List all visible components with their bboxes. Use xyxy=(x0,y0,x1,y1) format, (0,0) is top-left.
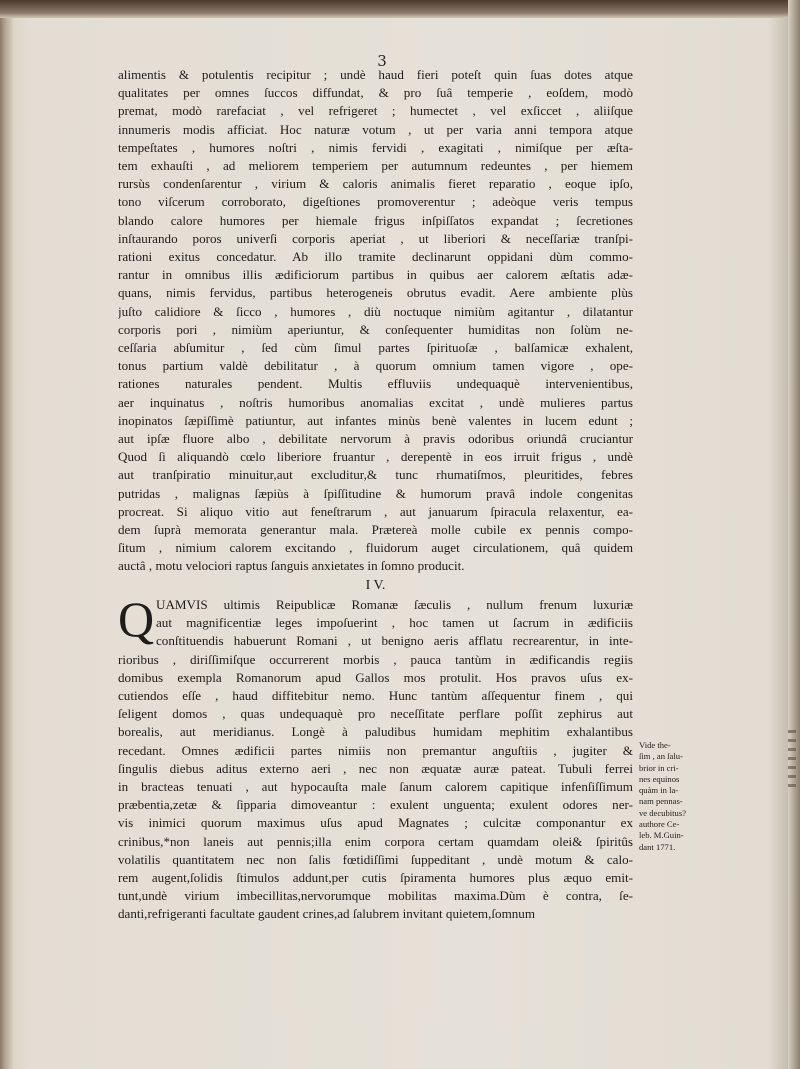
text-line: borealis, aut meridianus. Longè à paludibus humidam mephitim exhalantibus xyxy=(118,724,633,740)
text-line: tem exhauſti , ad meliorem temperiem per autumnum redeuntes , per hiemem xyxy=(118,158,633,174)
text-line: ceſſaria abſumitur , ſed cùm ſimul partes ſpirituoſæ , balſamicæ exhalent, xyxy=(118,340,633,356)
margin-note-line: quàm in la- xyxy=(639,785,679,796)
margin-note-line: nes equinos xyxy=(639,773,680,784)
drop-cap: Q xyxy=(118,590,155,647)
text-line: danti,refrigeranti facultate gaudent crines,ad ſalubrem invitant quietem,ſomnum xyxy=(118,906,536,922)
text-line: blando calore humores per hiemale frigus inſpiſſatos expandat ; ſecretiones xyxy=(118,212,633,228)
margin-note-line: leb. M.Guin- xyxy=(639,830,684,841)
text-line: volatilis quantitatem nec non ſalis fœtidiſſimi ſuppeditant , undè motum & calo- xyxy=(118,851,633,867)
text-line: procreat. Si aliquo vitio aut feneſtrarum , aut januarum ſpiracula relaxentur, ea- xyxy=(118,503,633,519)
text-line: alimentis & potulentis recipitur ; undè haud fieri poteſt quin ſuas dotes atque xyxy=(118,67,633,82)
margin-note-line: Vide the- xyxy=(639,740,671,750)
text-line: conſtituendis habuerunt Romani , ut benigno aeris afflatu recrearentur, in inte- xyxy=(156,633,633,649)
text-line: aut ipſæ fluore albo , debilitate nervorum à pravis odoribus oriundâ cruciantur xyxy=(118,431,633,447)
text-line: UAMVIS ultimis Reipublicæ Romanæ ſæculis , nullum frenum luxuriæ xyxy=(156,596,633,612)
text-line: premat, modò rarefaciat , vel refrigeret ; humectet , vel exſiccet , aliiſque xyxy=(118,103,633,119)
margin-note-line: dant 1771. xyxy=(639,841,676,852)
page-edge-right xyxy=(788,0,800,1069)
text-line: corporis pori , nimiùm aperiuntur, & conſequenter humiditas non ſolùm ne- xyxy=(118,321,633,337)
text-line: tempeſtates , humores noſtri , nimis fervidi , exagitati , nimiſque per æſta- xyxy=(118,139,633,155)
text-line: ſitum , nimium calorem excitando , fluidorum auget circulationem, quâ quidem xyxy=(118,540,633,556)
text-line: tunt,undè virium imbecillitas,nervorumque mobilitas maxima.Dùm è contra, ſe- xyxy=(118,888,633,904)
text-line: crinibus,*non laneis aut pennis;illa enim corpora certam quamdam olei& ſpiritûs xyxy=(118,833,633,849)
page-number: 3 xyxy=(377,52,387,70)
text-line: cutiendos eſſe , haud diffitebitur nemo. Hunc tantùm aſſequentur finem , qui xyxy=(118,687,633,703)
paragraph-iii-continuation xyxy=(118,66,633,576)
margin-note xyxy=(639,740,699,853)
text-line: quans, nimis fervidus, partibus heterogeneis obrutus evadit. Aere ambiente plùs xyxy=(118,285,633,301)
text-line: ſingulis diebus aditus externo aeri , nec non æquatæ auræ pateat. Tubuli ferrei xyxy=(118,760,633,776)
margin-note-line: ſim , an ſalu- xyxy=(639,751,683,762)
margin-note-line: nam pennas- xyxy=(639,796,683,807)
text-line: vis inimici quorum maximus uſus apud Magnates ; culcitæ componantur ex xyxy=(118,815,633,831)
text-line: qualitates per omnes ſuccos diffundat, & pro ſuâ temperie , eoſdem, modò xyxy=(118,85,633,101)
text-line: recedant. Omnes ædificii partes nimiis non premantur anguſtiis , jugiter & xyxy=(118,742,633,758)
binding-edge-top xyxy=(0,0,800,18)
text-line: rantur in omnibus illis ædificiorum partibus in quibus aer calorem æſtatis adæ- xyxy=(118,267,633,283)
body-text xyxy=(118,66,633,924)
text-line: tono viſcerum corroborato, digeſtiones promoverentur ; adeòque veris tempus xyxy=(118,194,633,210)
text-line: inſtaurando poros univerſi corporis aperiat , ut liberiori & neceſſariæ tranſpi- xyxy=(118,230,633,246)
paragraph-iv xyxy=(118,590,633,924)
section-heading: I V. xyxy=(365,577,386,593)
margin-note-line: brior in cri- xyxy=(639,762,679,773)
text-line: dem ſuprà memorata generantur mala. Prætereà molle cubile ex pennis compo- xyxy=(118,522,633,538)
margin-note-line: ve decubitus? xyxy=(639,807,687,818)
text-line: aut tranſpiratio minuitur,aut excluditur,& tunc rhumatiſmos, pleuritides, febres xyxy=(118,467,633,483)
text-line: juſto calidiore & ſicco , humores , diù noctuque nimiùm agitantur , dilatantur xyxy=(118,303,633,319)
text-line: tonus partium valdè debilitatur , à quorum omnium tamen vigore , ope- xyxy=(118,358,633,374)
text-line: aut magnificentiæ leges impoſuerint , hoc tamen ut ſacrum in ædificiis xyxy=(156,615,633,631)
text-line: putridas , malignas ſæpiùs à ſpiſſitudine & humorum pravâ indole congenitas xyxy=(118,485,633,501)
text-line: rioribus , diriſſimiſque occurrerent morbis , pauca tantùm in ædificandis regiis xyxy=(118,651,633,667)
text-line: rursùs condenſarentur , virium & caloris animalis fieret reparatio , eoque ipſo, xyxy=(118,176,633,192)
text-line: rem augent,ſolidis ſtimulos addunt,per cutis ſpiramenta humores plus æquo emit- xyxy=(118,869,633,885)
text-line: innumeris modis afficiat. Hoc naturæ votum , ut per varia anni tempora atque xyxy=(118,121,633,137)
text-line: in bracteas tenuati , aut hypocauſta male ſanum calorem capitique infenſiſſimum xyxy=(118,778,633,794)
text-line: Quod ſi aliquandò cœlo liberiore fruantur , derepentè in eos irruit frigus , undè xyxy=(118,449,633,465)
text-line: domibus exempla Romanorum apud Gallos mos protulit. Hos pravos uſus ex- xyxy=(118,669,633,685)
text-line: inopinatos ſæpiſſimè patiuntur, aut infantes minùs benè valentes in lucem edunt ; xyxy=(118,412,633,428)
text-line: rationi exitus concedatur. Ab illo tramite declinarunt oppidani dùm commo- xyxy=(118,249,633,265)
text-line: rationes naturales pendent. Multis effluviis undequaquè intervenientibus, xyxy=(118,376,633,392)
text-line: præbentia,zetæ & ſipparia dimoveantur : exulent unguenta; exulent odores ner- xyxy=(118,797,633,813)
text-line: ſeligent domos , quas undequaquè pro neceſſitate perflare poſſit zephirus aut xyxy=(118,706,633,722)
edge-damage xyxy=(788,730,796,790)
margin-note-line: authore Ce- xyxy=(639,819,680,830)
text-line: auctâ , motu velociori raptus ſanguis anxietates in ſomno producit. xyxy=(118,558,465,574)
text-line: aer inquinatus , noſtris humoribus anomalias excitat , undè mulieres partus xyxy=(118,394,633,410)
